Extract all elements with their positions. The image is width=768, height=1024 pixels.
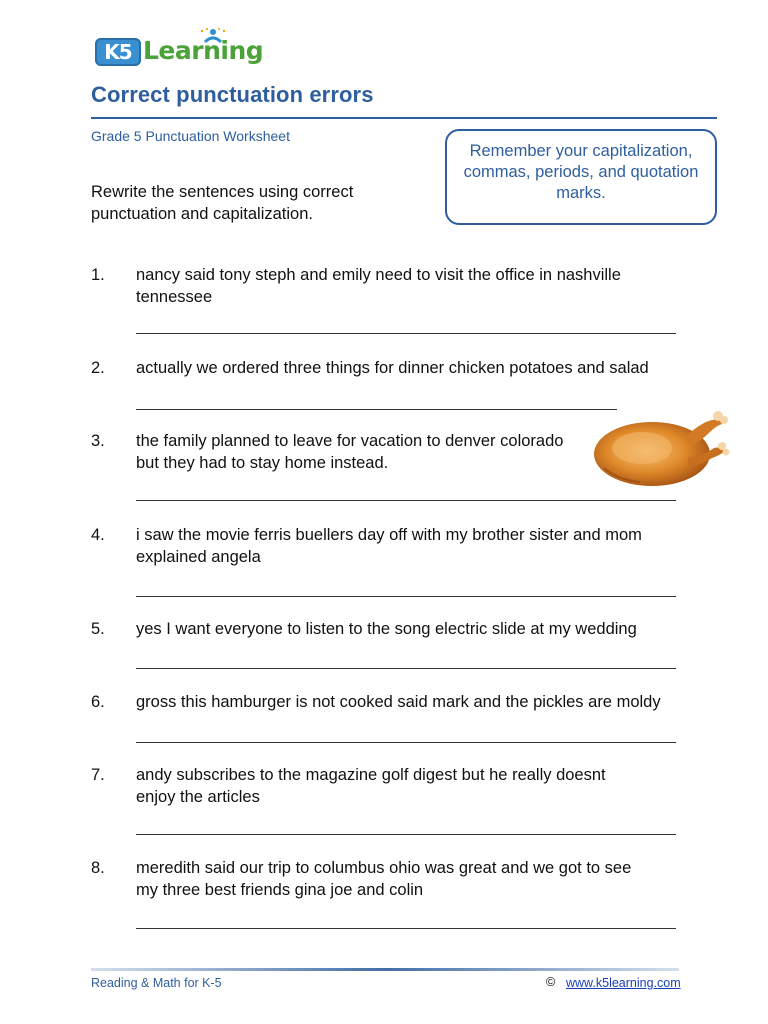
footer-divider — [91, 968, 679, 971]
answer-line[interactable] — [136, 834, 676, 836]
question-number: 2. — [91, 359, 105, 377]
question-text: meredith said our trip to columbus ohio was great and we got to see my three best friends gina joe and colin — [136, 859, 632, 899]
question-number: 8. — [91, 859, 105, 877]
answer-line[interactable] — [136, 742, 676, 744]
website-link[interactable]: www.k5learning.com — [566, 976, 681, 990]
answer-line[interactable] — [136, 596, 676, 598]
question-number: 6. — [91, 693, 105, 711]
logo-word: Learning — [143, 36, 264, 65]
footer-tagline: Reading & Math for K-5 — [91, 976, 222, 990]
roast-turkey-icon — [590, 398, 730, 490]
question-text: actually we ordered three things for dinner chicken potatoes and salad — [136, 359, 649, 377]
reminder-box — [445, 129, 717, 225]
question-number: 1. — [91, 266, 105, 284]
page-title: Correct punctuation errors — [91, 82, 374, 107]
reminder-text: Remember your capitalization, commas, periods, and quotation marks. — [463, 141, 699, 202]
answer-line[interactable] — [136, 668, 676, 670]
question-text: yes I want everyone to listen to the song electric slide at my wedding — [136, 620, 637, 638]
copyright-symbol: © — [546, 975, 556, 989]
question-number: 5. — [91, 620, 105, 638]
question-number: 3. — [91, 432, 105, 450]
question-text: andy subscribes to the magazine golf digest but he really doesnt enjoy the articles — [136, 766, 606, 806]
answer-line[interactable] — [136, 409, 617, 411]
logo-figure-icon — [193, 28, 233, 50]
question-number: 4. — [91, 526, 105, 544]
answer-line[interactable] — [136, 333, 676, 335]
question-text: i saw the movie ferris buellers day off with my brother sister and mom explained angela — [136, 526, 642, 566]
question-text: nancy said tony steph and emily need to visit the office in nashville tennessee — [136, 266, 621, 306]
k5-learning-logo — [93, 28, 263, 72]
title-divider — [91, 117, 717, 119]
logo-box: K5 — [95, 38, 141, 66]
answer-line[interactable] — [136, 928, 676, 930]
question-text: the family planned to leave for vacation to denver colorado but they had to stay home instead. — [136, 432, 564, 472]
answer-line[interactable] — [136, 500, 676, 502]
worksheet-subtitle: Grade 5 Punctuation Worksheet — [91, 128, 290, 144]
instructions: Rewrite the sentences using correct punctuation and capitalization. — [91, 183, 354, 223]
question-number: 7. — [91, 766, 105, 784]
question-text: gross this hamburger is not cooked said mark and the pickles are moldy — [136, 693, 661, 711]
